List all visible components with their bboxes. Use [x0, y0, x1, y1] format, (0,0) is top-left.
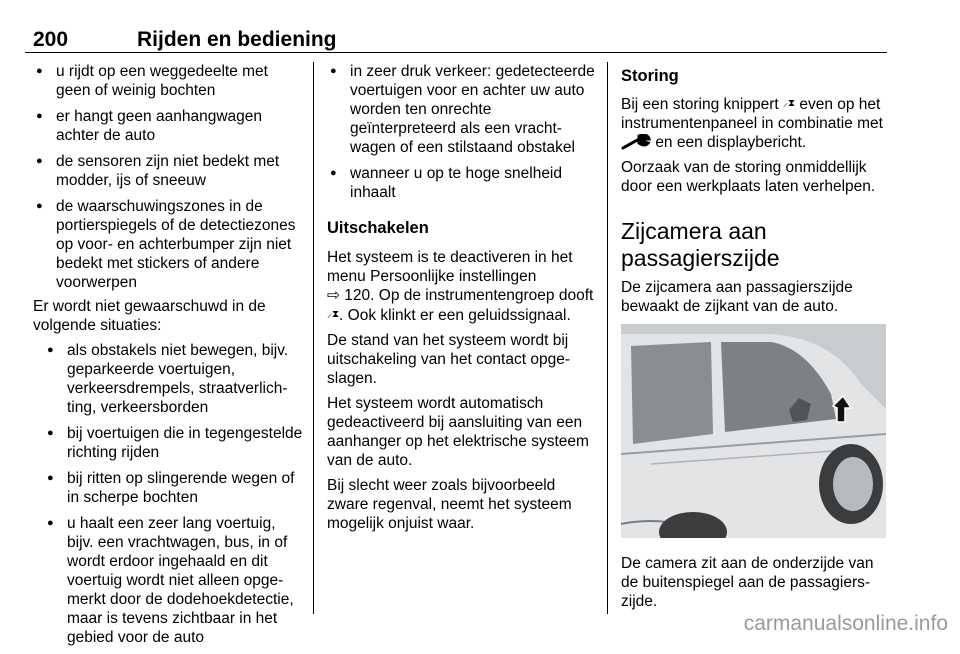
paragraph: Oorzaak van de storing onmiddellijk door een werkplaats laten verhelpen.	[621, 159, 876, 195]
blind-spot-warning-icon: ⸝⧗	[327, 309, 340, 320]
list-item: ● u rijdt op een weggedeelte met geen of weinig bochten	[33, 62, 303, 100]
conditions-list	[33, 62, 303, 292]
section-heading-uitschakelen: Uitschakelen	[327, 219, 429, 237]
paragraph: Bij slecht weer zoals bijvoorbeeld zware regenval, neemt het systeem mogelijk onjuist waar.	[327, 477, 572, 532]
no-warning-list-cont	[327, 62, 595, 202]
list-item: ● wanneer u op te hoge snelheid inhaalt	[327, 164, 595, 202]
page-number: 200	[33, 28, 69, 51]
column-divider	[313, 62, 314, 614]
paragraph: Het systeem is te deactiveren in het menu Persoonlijke instellingen ⇨ 120. Op de instrumentengroep dooft ⸝⧗. Ook klinkt er een geluidssignaal.	[327, 249, 594, 324]
paragraph: Bij een storing knippert ⸝⧗ even op het instrumentenpaneel in combinatie met en een displaybericht.	[621, 96, 883, 151]
list-item: ● de sensoren zijn niet bedekt met modder, ijs of sneeuw	[33, 152, 303, 190]
list-item: ● in zeer druk verkeer: gedetecteerde voertuigen voor en achter uw auto worden ten onrechte geïnterpreteerd als een vrachtwagen of een stilstaand obstakel	[327, 62, 595, 157]
chapter-title: Rijden en bediening	[137, 28, 337, 51]
blind-spot-warning-icon: ⸝⧗	[782, 98, 796, 109]
section-heading-storing: Storing	[621, 67, 679, 85]
list-item: ● bij voertuigen die in tegengestelde richting rijden	[33, 424, 303, 462]
list-item: ● bij ritten op slingerende wegen of in scherpe bochten	[33, 469, 303, 507]
list-item: ● u haalt een zeer lang voertuig, bijv. een vrachtwagen, bus, in of wordt erdoor ingehaald en dit voertuig wordt niet alleen opgemerkt door de dodehoekdetectie, maar is tevens zichtbaar in het gebied voor de auto	[33, 514, 303, 647]
page-header	[25, 24, 887, 54]
list-item: ● als obstakels niet bewegen, bijv. geparkeerde voertuigen, verkeersdrempels, straatverlichting, verkeersborden	[33, 341, 303, 417]
column-1	[33, 62, 303, 654]
paragraph: Het systeem wordt automatisch gedeactiveerd bij aansluiting van een aanhanger op het elektrische systeem van de auto.	[327, 395, 589, 469]
list-item: ● er hangt geen aanhangwagen achter de auto	[33, 107, 303, 145]
paragraph: De stand van het systeem wordt bij uitschakeling van het contact opgeslagen.	[327, 332, 570, 387]
header-rule	[25, 52, 887, 53]
side-camera-illustration	[621, 324, 886, 538]
column-3	[621, 62, 891, 617]
paragraph: De camera zit aan de onderzijde van de buitenspiegel aan de passagierszijde.	[621, 555, 874, 610]
column-2	[327, 62, 595, 539]
list-item: ● de waarschuwingszones in de portierspiegels of de detectiezones op voor- en achterbumper zijn niet bedekt met stickers of andere voorwerpen	[33, 197, 303, 292]
column-divider	[607, 62, 608, 614]
no-warning-list	[33, 341, 303, 647]
wrench-icon	[621, 134, 651, 150]
watermark: carmanualsonline.info	[743, 612, 948, 635]
no-warning-intro: Er wordt niet gewaarschuwd in de volgende situaties:	[33, 298, 266, 334]
paragraph: De zijcamera aan passagierszijde bewaakt de zijkant van de auto.	[621, 279, 853, 315]
section-title-zijcamera: Zijcamera aan passagierszijde	[621, 218, 780, 271]
